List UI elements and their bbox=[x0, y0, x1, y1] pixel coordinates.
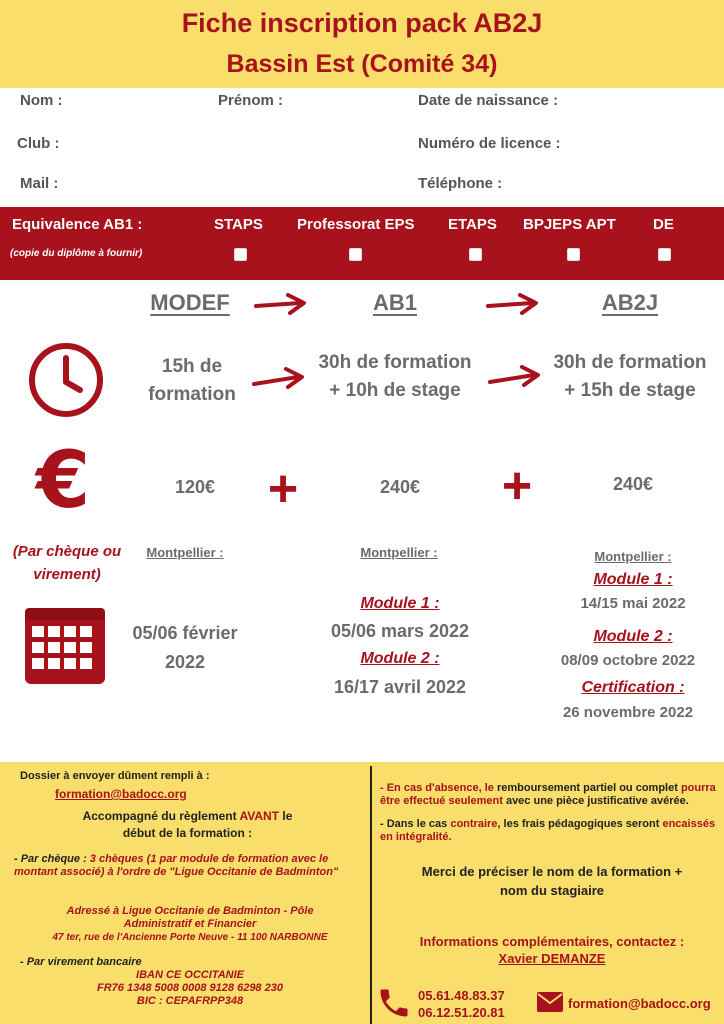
info-label: Informations complémentaires, contactez : bbox=[419, 934, 685, 949]
stage-modef: MODEF bbox=[150, 290, 230, 315]
ab2j-module2-date: 08/09 octobre 2022 bbox=[560, 652, 696, 669]
send-label: Dossier à envoyer dûment rempli à : bbox=[20, 770, 210, 782]
contact-email-link[interactable]: formation@badocc.org bbox=[568, 996, 711, 1011]
accomp-line1: Accompagné du règlement AVANT le bbox=[82, 809, 293, 823]
ab1-module2-date: 16/17 avril 2022 bbox=[333, 677, 467, 697]
bpjeps-checkbox[interactable] bbox=[567, 248, 580, 261]
ab2j-cert-date: 26 novembre 2022 bbox=[562, 704, 694, 721]
address-line3: 47 ter, rue de l'Ancienne Porte Neuve - 11 100 NARBONNE bbox=[52, 932, 328, 943]
ab1-module1-date: 05/06 mars 2022 bbox=[330, 621, 470, 641]
modef-duration-line1: 15h de bbox=[161, 356, 223, 377]
virement-label: - Par virement bancaire bbox=[20, 956, 142, 968]
option-professorat-label: Professorat EPS bbox=[297, 216, 415, 233]
telephone-field-label[interactable]: Téléphone : bbox=[418, 175, 503, 192]
arrow-right-icon bbox=[252, 366, 306, 392]
option-etaps-label: ETAPS bbox=[448, 216, 497, 233]
licence-field-label[interactable]: Numéro de licence : bbox=[418, 135, 561, 152]
arrow-right-icon bbox=[254, 292, 308, 318]
ab2j-duration-line2: + 15h de stage bbox=[564, 380, 696, 401]
merci-line1: Merci de préciser le nom de la formation + bbox=[421, 864, 683, 879]
modef-date-line2: 2022 bbox=[164, 652, 206, 672]
date-naissance-field-label[interactable]: Date de naissance : bbox=[418, 92, 559, 109]
modef-date-line1: 05/06 février bbox=[132, 623, 238, 643]
prenom-field-label[interactable]: Prénom : bbox=[218, 92, 284, 109]
clock-icon bbox=[26, 340, 106, 420]
contraire-paragraph: - Dans le cas contraire, les frais pédagogiques seront encaissés en intégralité. bbox=[380, 818, 716, 843]
staps-checkbox[interactable] bbox=[234, 248, 247, 261]
iban-line2: FR76 1348 5008 0008 9128 6298 230 bbox=[97, 982, 283, 994]
merci-line2: nom du stagiaire bbox=[499, 883, 605, 898]
equivalence-label: Equivalence AB1 : bbox=[12, 216, 143, 233]
stage-ab1: AB1 bbox=[372, 290, 417, 315]
phone-number-2[interactable]: 06.12.51.20.81 bbox=[418, 1005, 505, 1020]
plus-icon: + bbox=[501, 457, 533, 515]
etaps-checkbox[interactable] bbox=[469, 248, 482, 261]
address-line2: Administratif et Financier bbox=[123, 918, 257, 930]
footer-divider bbox=[370, 766, 372, 1024]
contact-name: Xavier DEMANZE bbox=[498, 951, 606, 966]
ab1-duration-line2: + 10h de stage bbox=[329, 380, 461, 401]
ab2j-module1-label: Module 1 : bbox=[593, 571, 673, 588]
iban-line3: BIC : CEPAFRPP348 bbox=[136, 995, 244, 1007]
plus-icon: + bbox=[267, 460, 299, 518]
modef-duration-line2: formation bbox=[148, 384, 236, 405]
calendar-icon bbox=[22, 602, 108, 688]
ab2j-price: 240€ bbox=[612, 474, 654, 494]
ab2j-location: Montpellier : bbox=[594, 549, 672, 564]
option-bpjeps-label: BPJEPS APT bbox=[523, 216, 616, 233]
ab2j-cert-label: Certification : bbox=[581, 679, 685, 696]
ab2j-module1-date: 14/15 mai 2022 bbox=[580, 595, 686, 612]
iban-line1: IBAN CE OCCITANIE bbox=[136, 969, 244, 981]
cheque-paragraph: - Par chèque : 3 chèques (1 par module de formation avec le montant associé) à l'ordre de "Ligue Occitanie de Badminton" bbox=[14, 853, 339, 878]
nom-field-label[interactable]: Nom : bbox=[20, 92, 63, 109]
address-line1: Adressé à Ligue Occitanie de Badminton - Pôle bbox=[66, 905, 314, 917]
phone-icon bbox=[376, 985, 412, 1021]
modef-location: Montpellier : bbox=[146, 545, 224, 560]
option-staps-label: STAPS bbox=[214, 216, 263, 233]
page-title: Fiche inscription pack AB2J bbox=[181, 8, 543, 38]
mail-field-label[interactable]: Mail : bbox=[20, 175, 59, 192]
professorat-checkbox[interactable] bbox=[349, 248, 362, 261]
absence-paragraph: - En cas d'absence, le remboursement partiel ou complet pourra être effectué seulement avec une pièce justificative avérée. bbox=[380, 782, 716, 807]
equivalence-note: (copie du diplôme à fournir) bbox=[10, 248, 143, 259]
ab1-location: Montpellier : bbox=[360, 545, 438, 560]
de-checkbox[interactable] bbox=[658, 248, 671, 261]
payment-note-line2: virement) bbox=[33, 566, 101, 583]
ab1-module1-label: Module 1 : bbox=[360, 595, 440, 612]
ab1-price: 240€ bbox=[379, 477, 421, 497]
modef-price: 120€ bbox=[174, 477, 216, 497]
arrow-right-icon bbox=[488, 364, 542, 390]
euro-icon: € bbox=[35, 436, 91, 526]
ab1-module2-label: Module 2 : bbox=[360, 650, 440, 667]
stage-ab2j: AB2J bbox=[601, 290, 659, 315]
phone-number-1[interactable]: 05.61.48.83.37 bbox=[418, 988, 505, 1003]
send-email-link[interactable]: formation@badocc.org bbox=[55, 787, 187, 801]
ab1-duration-line1: 30h de formation bbox=[318, 352, 472, 373]
arrow-right-icon bbox=[486, 292, 540, 318]
envelope-icon bbox=[536, 991, 564, 1013]
page-subtitle: Bassin Est (Comité 34) bbox=[226, 50, 498, 78]
ab2j-duration-line1: 30h de formation bbox=[553, 352, 707, 373]
accomp-line2: début de la formation : bbox=[122, 826, 253, 840]
club-field-label[interactable]: Club : bbox=[17, 135, 60, 152]
option-de-label: DE bbox=[653, 216, 674, 233]
payment-note-line1: (Par chèque ou bbox=[12, 543, 122, 560]
ab2j-module2-label: Module 2 : bbox=[593, 628, 673, 645]
